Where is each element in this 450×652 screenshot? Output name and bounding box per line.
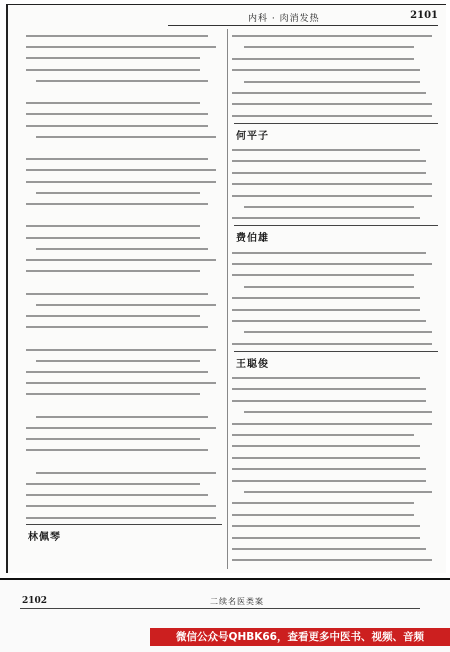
text-line: [36, 80, 208, 82]
page-header: [168, 11, 438, 26]
text-line: [232, 388, 426, 390]
section-rule: [234, 123, 438, 124]
text-line: [232, 468, 426, 470]
text-line: [232, 92, 426, 94]
running-title: 内科 · 肉消发热: [248, 14, 320, 24]
text-line: [26, 517, 216, 519]
text-line: [26, 505, 216, 507]
text-line: [26, 326, 208, 328]
text-line: [232, 195, 432, 197]
text-line: [232, 69, 420, 71]
footer-page-number: 2102: [22, 596, 48, 606]
text-line: [36, 192, 200, 194]
text-line: [36, 472, 216, 474]
text-line: [26, 35, 208, 37]
section-title-wang-congjun: 王聪俊: [236, 359, 269, 370]
text-line: [26, 494, 208, 496]
text-line: [244, 411, 432, 413]
text-line: [36, 360, 200, 362]
text-line: [26, 225, 200, 227]
upper-page: [6, 4, 446, 573]
text-line: [26, 46, 216, 48]
text-line: [232, 502, 414, 504]
text-line: [232, 343, 432, 345]
text-line: [232, 183, 432, 185]
text-line: [26, 427, 216, 429]
text-line: [26, 113, 208, 115]
text-line: [26, 169, 216, 171]
section-title-he-pingzi: 何平子: [236, 131, 269, 142]
text-line: [244, 81, 420, 83]
text-line: [26, 259, 216, 261]
text-line: [232, 297, 420, 299]
text-line: [244, 286, 414, 288]
text-line: [232, 548, 426, 550]
text-line: [26, 393, 200, 395]
section-title-fei-boxiong: 费伯雄: [236, 233, 269, 244]
text-line: [232, 434, 414, 436]
text-line: [26, 438, 200, 440]
text-line: [232, 559, 432, 561]
text-line: [36, 416, 208, 418]
section-title-lin-peiqin: 林佩琴: [28, 532, 61, 543]
text-line: [232, 457, 420, 459]
text-line: [26, 270, 200, 272]
text-line: [232, 217, 420, 219]
text-line: [26, 382, 216, 384]
footer-rule: [20, 608, 420, 609]
section-rule: [234, 351, 438, 352]
text-line: [26, 371, 208, 373]
text-line: [232, 160, 426, 162]
text-line: [232, 263, 432, 265]
text-line: [26, 125, 208, 127]
text-line: [36, 248, 208, 250]
text-line: [26, 57, 200, 59]
footer-running-title: 二续名医类案: [210, 597, 264, 606]
text-line: [26, 102, 200, 104]
text-line: [232, 115, 432, 117]
section-rule: [234, 225, 438, 226]
text-line: [26, 181, 216, 183]
column-divider: [227, 29, 228, 569]
text-line: [26, 483, 200, 485]
text-line: [232, 320, 426, 322]
text-line: [232, 149, 420, 151]
text-line: [232, 423, 432, 425]
text-line: [232, 445, 420, 447]
text-line: [26, 349, 216, 351]
text-line: [26, 203, 208, 205]
watermark-banner: 微信公众号QHBK66，查看更多中医书、视频、音频: [150, 628, 450, 646]
page-number: 2101: [410, 10, 438, 21]
text-line: [232, 252, 426, 254]
text-line: [244, 331, 432, 333]
text-line: [26, 158, 208, 160]
text-line: [36, 136, 216, 138]
text-line: [232, 309, 420, 311]
text-line: [232, 400, 426, 402]
text-line: [232, 103, 432, 105]
text-line: [26, 293, 208, 295]
text-line: [232, 514, 414, 516]
text-line: [232, 35, 432, 37]
text-line: [232, 525, 420, 527]
text-line: [244, 491, 432, 493]
text-line: [232, 377, 420, 379]
text-line: [232, 274, 414, 276]
text-line: [244, 46, 414, 48]
text-line: [232, 58, 414, 60]
text-line: [26, 69, 200, 71]
text-line: [244, 206, 414, 208]
text-line: [26, 449, 208, 451]
text-line: [232, 172, 426, 174]
text-line: [232, 537, 420, 539]
text-line: [26, 315, 200, 317]
text-line: [36, 304, 216, 306]
text-line: [232, 480, 426, 482]
section-rule: [26, 524, 222, 525]
text-line: [26, 237, 200, 239]
